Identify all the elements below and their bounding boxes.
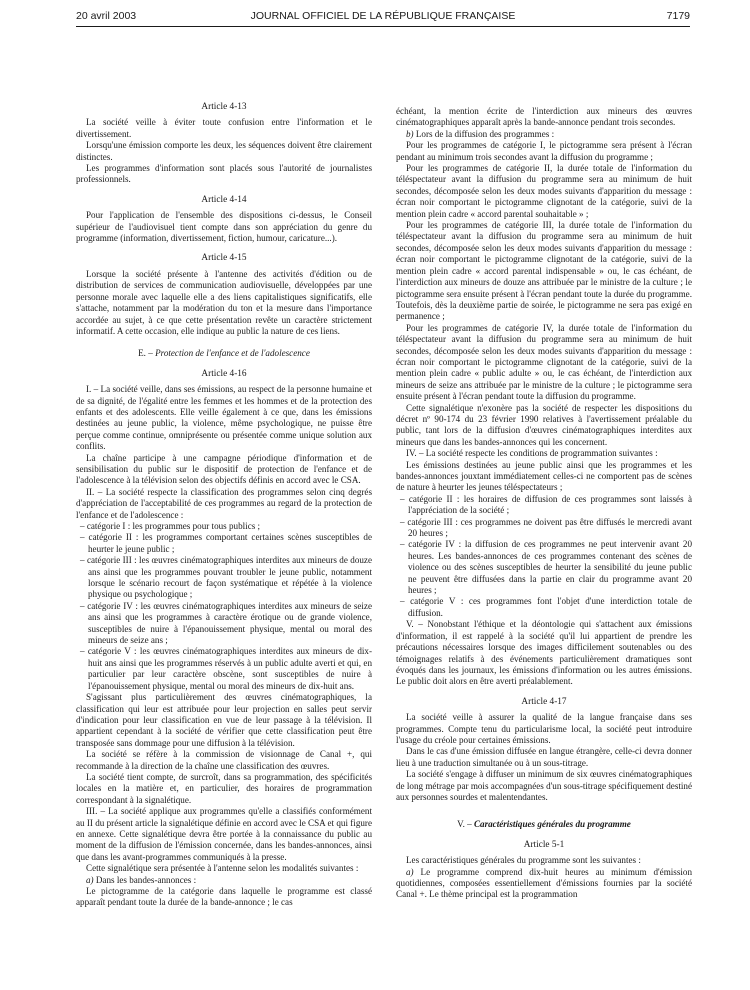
paragraph: Les programmes d'information sont placés sous l'autorité de journalistes professionnels. — [76, 163, 372, 185]
item-text: Le programme comprend dix-huit heures au minimum d'émission quotidiennes, composées essentiellement d'émissions fournies par la société Canal +. Le thème principal est la programmation — [396, 866, 692, 900]
paragraph — [396, 129, 692, 140]
list-item: – catégorie II : les programmes comportant certaines scènes susceptibles de heurter le jeune public ; — [80, 532, 372, 554]
list-item: – catégorie V : ces programmes font l'objet d'une interdiction totale de diffusion. — [400, 596, 692, 618]
page-header — [76, 8, 690, 27]
article-heading: Article 4-15 — [201, 253, 247, 264]
paragraph: Les émissions destinées au jeune public ainsi que les programmes et les bandes-annonces jouxtant immédiatement celles-ci ne comportent pas de scènes de nature à heurter les jeunes téléspectateurs ; — [396, 459, 692, 493]
paragraph: IV. – La société respecte les conditions de programmation suivantes : — [406, 448, 658, 459]
article-heading: Article 5-1 — [523, 839, 565, 850]
paragraph: Pour l'application de l'ensemble des dispositions ci-dessus, le Conseil supérieur de l'audiovisuel tient compte dans son appréciation du genre du programme (information, divertissement, fiction, humour, caricature...). — [76, 210, 372, 244]
paragraph: Pour les programmes de catégorie IV, la durée totale de l'information du téléspectateur avant la diffusion du programme sera au minimum de huit secondes, décomposée selon les deux modes suivants d'apparition du message : écran noir comportant le pictogramme clignotant de la catégorie, suivi de la mention plein cadre « public adulte » ou, le cas échéant, de l'interdiction aux mineurs de seize ans attribuée par le ministre de la culture ; le pictogramme sera ensuite présent à l'écran pendant toute la diffusion du programme. — [396, 322, 692, 402]
paragraph — [396, 867, 692, 901]
left-column — [76, 102, 372, 909]
list-item: – catégorie III : ces programmes ne doivent pas être diffusés le mercredi avant 20 heures ; — [400, 516, 692, 539]
article-heading: Article 4-14 — [201, 194, 247, 205]
paragraph: La société se réfère à la commission de visionnage de Canal +, qui recommande à la direction de la chaîne une classification des œuvres. — [76, 749, 372, 771]
paragraph: échéant, la mention écrite de l'interdiction aux mineurs des œuvres cinématographiques apparaît après la bande-annonce pendant trois secondes. — [396, 106, 692, 128]
paragraph: II. – La société respecte la classification des programmes selon cinq degrés d'appréciation de l'acceptabilité de ces programmes au regard de la protection de l'enfance et de l'adolescence : — [76, 486, 372, 520]
header-page-number: 7179 — [666, 10, 690, 22]
right-column — [396, 106, 692, 901]
section-number: E. – — [138, 348, 153, 359]
paragraph: Dans le cas d'une émission diffusée en langue étrangère, celle-ci devra donner lieu à une traduction simultanée ou à un sous-titrage. — [396, 746, 692, 768]
section-title: Caractéristiques générales du programme — [473, 819, 631, 830]
paragraph: La chaîne participe à une campagne périodique d'information et de sensibilisation du public sur le dispositif de protection de l'enfance et de l'adolescence à la télévision selon des objectifs définis en accord avec le CSA. — [76, 452, 372, 486]
item-text: Dans les bandes-annonces : — [95, 874, 197, 885]
section-heading — [396, 819, 692, 830]
section-number: V. – — [457, 819, 472, 830]
section-title: Protection de l'enfance et de l'adolescence — [155, 348, 310, 359]
paragraph: Lorsque la société présente à l'antenne des activités d'édition ou de distribution de services de communication audiovisuelle, développées par une personne morale avec laquelle elle a des liens capitalistiques significatifs, elle s'attache, notamment par la modération du ton et la mesure dans l'importance accordée au sujet, à ce que cette présentation revête un caractère strictement informatif. A cette occasion, elle indique au public la nature de ces liens. — [76, 268, 372, 336]
paragraph: Pour les programmes de catégorie I, le pictogramme sera présent à l'écran pendant au minimum trois secondes avant la diffusion du programme ; — [396, 140, 692, 162]
paragraph: I. – La société veille, dans ses émissions, au respect de la personne humaine et de sa dignité, de l'égalité entre les femmes et les hommes et de la protection des enfants et des adolescents. Elle veille également à ce que, dans les émissions destinées au jeune public, la violence, même psychologique, ne puisse être perçue comme continue, omniprésente ou présentée comme unique solution aux conflits. — [76, 384, 372, 452]
list-item: – catégorie I : les programmes pour tous publics ; — [80, 521, 261, 531]
paragraph: Pour les programmes de catégorie III, la durée totale de l'information du téléspectateur avant la diffusion du programme sera au minimum de huit secondes, décomposée selon les deux modes suivants d'apparition du message : écran noir comportant le pictogramme clignotant de la catégorie, suivi de la mention plein cadre « accord parental indispensable » ou, le cas échéant, de l'interdiction aux mineurs de douze ans attribuée par le ministre de la culture ; le pictogramme sera ensuite présent à l'écran pendant toute la durée du programme. Toutefois, dès la deuxième partie de soirée, le pictogramme ne sera pas exigé en permanence ; — [396, 220, 692, 322]
list-item: – catégorie V : les œuvres cinématographiques interdites aux mineurs de dix-huit ans ainsi que les programmes réservés à un public adulte averti et qui, en particulier par leur caractère obscène, sont susceptibles de nuire à l'épanouissement physique, mental ou moral des mineurs de dix-huit ans. — [80, 646, 372, 691]
item-letter: a) — [406, 866, 414, 877]
list-item: – catégorie IV : la diffusion de ces programmes ne peut intervenir avant 20 heures. Les bandes-annonces de ces programmes contenant des scènes de violence ou des scènes susceptibles de heurter la sensibilité du jeune public ne peuvent être diffusées dans la partie en clair du programme avant 20 heures ; — [400, 539, 692, 596]
header-title: JOURNAL OFFICIEL DE LA RÉPUBLIQUE FRANÇAISE — [250, 10, 516, 22]
item-letter: a) — [86, 874, 94, 885]
paragraph: Les caractéristiques générales du programme sont les suivantes : — [406, 855, 641, 866]
paragraph: La société tient compte, de surcroît, dans sa programmation, des spécificités locales en la matière et, en particulier, des horaires de programmation correspondant à la signalétique. — [76, 771, 372, 805]
paragraph: III. – La société applique aux programmes qu'elle a classifiés conformément au II du présent article la signalétique définie en accord avec le CSA et qui figure en annexe. Cette signalétique devra être portée à la connaissance du public au moment de la diffusion de l'émission concernée, dans les bandes-annonces, ainsi que dans les avant-programmes communiqués à la presse. — [76, 806, 372, 862]
paragraph: V. – Nonobstant l'éthique et la déontologie qui s'attachent aux émissions d'information, il est rappelé à la société qu'il lui appartient de prendre les précautions nécessaires lorsque des images difficilement soutenables ou des témoignages relatifs à des événements particulièrement dramatiques sont évoqués dans les journaux, les émissions d'information ou les autres émissions. Le public doit alors en être averti préalablement. — [396, 619, 692, 687]
paragraph: La société s'engage à diffuser un minimum de six œuvres cinématographiques de long métrage par mois accompagnées d'un sous-titrage spécifiquement destiné aux personnes sourdes et malentendantes. — [396, 769, 692, 802]
article-heading: Article 4-17 — [521, 696, 567, 707]
item-letter: b) — [406, 128, 414, 139]
section-heading — [76, 348, 372, 359]
paragraph: Cette signalétique n'exonère pas la société de respecter les dispositions du décret nº 90-174 du 23 février 1990 relatives à l'avertissement préalable du public, tant lors de la diffusion d'œuvres cinématographiques interdites aux mineurs que dans les bandes-annonces qui les concernent. — [396, 402, 692, 447]
paragraph: Lorsqu'une émission comporte les deux, les séquences doivent être clairement distinctes. — [76, 140, 372, 162]
item-text: Lors de la diffusion des programmes : — [415, 128, 555, 139]
article-heading: Article 4-16 — [201, 368, 247, 379]
list-item: – catégorie III : les œuvres cinématographiques interdites aux mineurs de douze ans ainsi que les programmes pouvant troubler le jeune public, notamment lorsque le scénario recourt de façon systématique et répétée à la violence physique ou psychologique ; — [80, 555, 372, 600]
header-date: 20 avril 2003 — [76, 10, 137, 22]
list-item: – catégorie II : les horaires de diffusion de ces programmes sont laissés à l'appréciation de la société ; — [400, 493, 692, 516]
paragraph: Le pictogramme de la catégorie dans laquelle le programme est classé apparaît pendant toute la durée de la bande-annonce ; le cas — [76, 886, 372, 908]
article-heading: Article 4-13 — [201, 102, 247, 112]
paragraph: Pour les programmes de catégorie II, la durée totale de l'information du téléspectateur avant la diffusion du programme sera au minimum de huit secondes, décomposée selon les deux modes suivants d'apparition du message : écran noir comportant le pictogramme clignotant de la catégorie, suivi de la mention plein cadre « accord parental souhaitable » ; — [396, 163, 692, 219]
list-item: – catégorie IV : les œuvres cinématographiques interdites aux mineurs de seize ans ainsi que les programmes à caractère érotique ou de grande violence, susceptibles de nuire à l'épanouissement physique, mental ou moral des mineurs de seize ans ; — [80, 600, 372, 646]
paragraph: La société veille à assurer la qualité de la langue française dans ses programmes. Compte tenu du particularisme local, la société peut introduire l'usage du créole pour certaines émissions. — [396, 712, 692, 745]
paragraph: Cette signalétique sera présentée à l'antenne selon les modalités suivantes : — [86, 863, 359, 874]
paragraph — [76, 875, 372, 886]
paragraph: La société veille à éviter toute confusion entre l'information et le divertissement. — [76, 117, 372, 139]
paragraph: S'agissant plus particulièrement des œuvres cinématographiques, la classification qui leur est attribuée pour leur projection en salles peut servir d'indication pour leur classification en vue de leur passage à la télévision. Il appartient cependant à la société de vérifier que cette classification peut être transposée sans dommage pour une diffusion à la télévision. — [76, 692, 372, 748]
